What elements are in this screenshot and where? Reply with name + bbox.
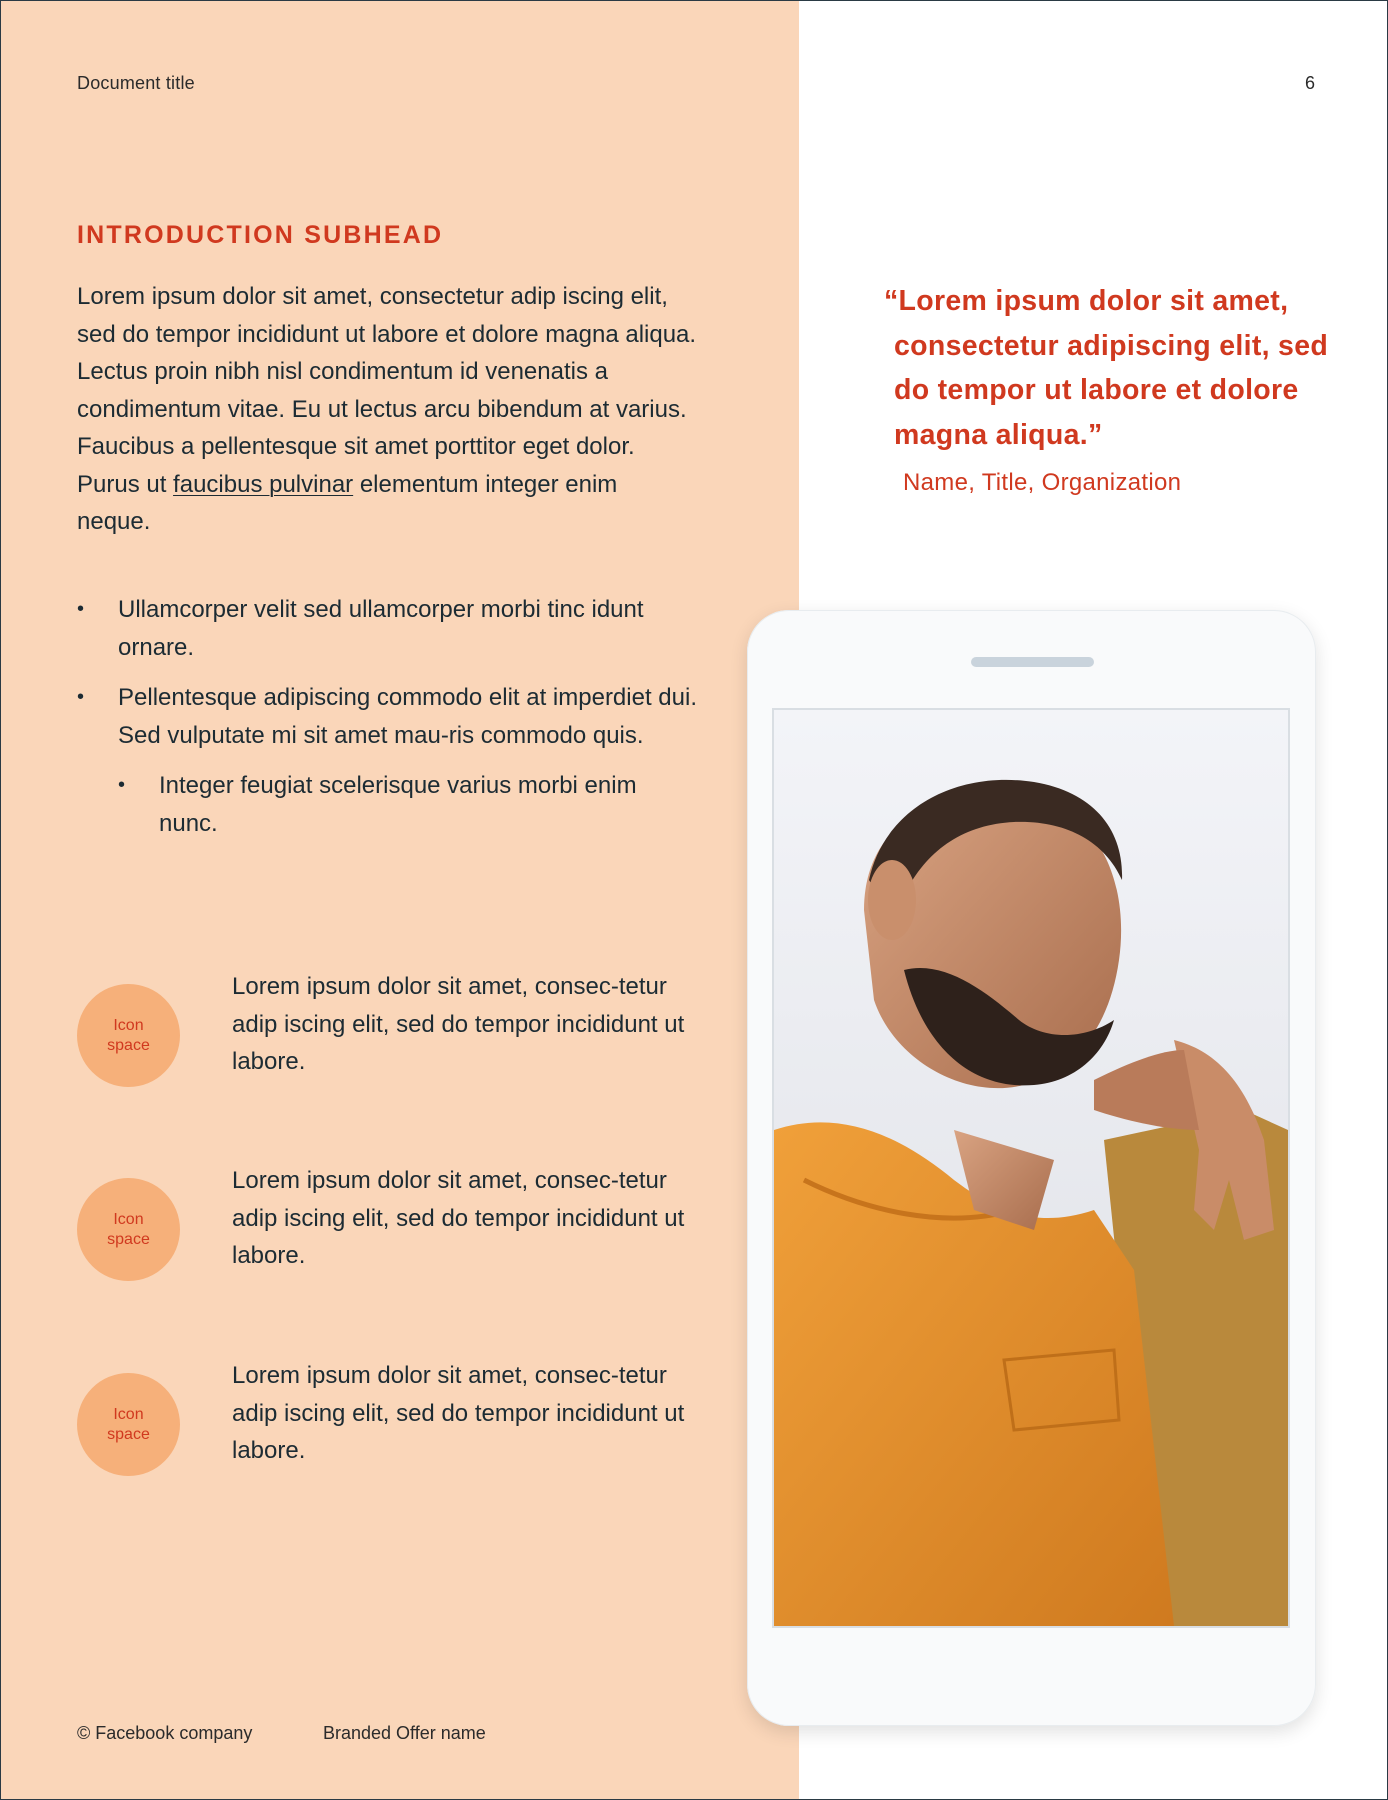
intro-text-after-link: elementum integer enim neque. [77,470,618,535]
icon-label-line1: Icon [113,1016,144,1034]
quote-attribution: Name, Title, Organization [903,469,1182,496]
feature-row [77,1167,717,1288]
feature-text: Lorem ipsum dolor sit amet, consec-tetur adip iscing elit, sed do tempor incididunt ut labore. [232,1362,685,1464]
sub-bullet-item [118,767,701,842]
phone-speaker [971,657,1094,667]
phone-screen [772,708,1290,1628]
bullet-item [77,679,701,754]
phone-mockup [747,610,1316,1726]
feature-row [77,973,717,1094]
footer-copyright: © Facebook company [77,1723,253,1743]
bullet-dot: • [118,774,126,796]
document-title: Document title [77,73,195,93]
icon-placeholder [77,1373,180,1476]
bullet-text: Integer feugiat scelerisque varius morbi enim nunc. [159,772,637,837]
left-panel [1,1,799,1799]
icon-placeholder [77,1178,180,1281]
intro-text-before-link: Lorem ipsum dolor sit amet, consectetur adip iscing elit, sed do tempor incididunt ut labore et dolore magna aliqua. Lectus proin nibh nisl condimentum id venenatis a condimentum vitae. Eu ut lectus arcu bibendum at varius. Faucibus a pellentesque sit amet porttitor eget dolor. Purus ut [77,283,697,498]
introduction-subhead: INTRODUCTION SUBHEAD [77,221,444,249]
bullet-text: Ullamcorper velit sed ullamcorper morbi tinc idunt ornare. [118,596,644,661]
icon-label-line2: space [107,1036,150,1054]
bullet-text: Pellentesque adipiscing commodo elit at imperdiet dui. Sed vulputate mi sit amet mau-ris commodo quis. [118,684,697,749]
feature-row [77,1362,717,1483]
feature-text: Lorem ipsum dolor sit amet, consec-tetur adip iscing elit, sed do tempor incididunt ut labore. [232,1167,685,1269]
icon-label-line2: space [107,1425,150,1443]
portrait-photo [774,710,1288,1626]
bullet-dot: • [77,598,85,620]
pull-quote: “Lorem ipsum dolor sit amet, consectetur adipiscing elit, sed do tempor ut labore et dolore magna aliqua.” [884,285,1329,451]
icon-placeholder [77,984,180,1087]
icon-label-line2: space [107,1230,150,1248]
bullet-list [77,591,701,855]
footer-offer-name: Branded Offer name [323,1723,486,1743]
bullet-item [77,591,701,666]
icon-label-line1: Icon [113,1405,144,1423]
ear-shape [868,860,916,940]
bullet-dot: • [77,686,85,708]
icon-label-line1: Icon [113,1210,144,1228]
intro-paragraph [77,278,697,541]
inline-link[interactable]: faucibus pulvinar [173,470,354,498]
feature-text: Lorem ipsum dolor sit amet, consec-tetur adip iscing elit, sed do tempor incididunt ut labore. [232,973,685,1075]
page-number: 6 [1304,73,1315,93]
